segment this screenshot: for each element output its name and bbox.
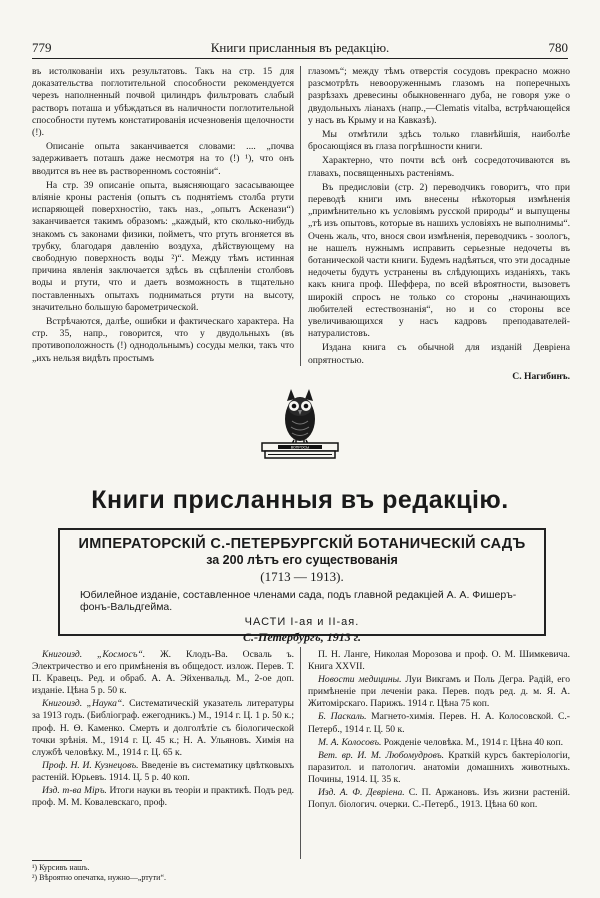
book-details: Рожденіе человѣка. М., 1914 г. Цѣна 40 коп. — [381, 736, 563, 748]
review-column-right — [308, 66, 570, 383]
book-entry — [308, 787, 570, 811]
book-details: С. П. Аржановъ. Изъ жизни растеній. Попул. біологич. очерки. С.-Петерб., 1913. Цѣна 60 коп. — [308, 787, 570, 811]
ad-years: (1713 — 1913). — [260, 569, 344, 584]
garden-advertisement — [58, 528, 546, 644]
book-details: Введеніе въ систематику цвѣтковыхъ растеній. Юрьевъ. 1914. Ц. 5 р. 40 коп. — [32, 759, 294, 783]
book-details: Ж. Клодъ-Ва. Осваль ъ. Электричество и его примѣненія въ общедост. излож. Перев. Т. П. Кравецъ. Ред. и обраб. А. А. Эйхенвальд. М., 2-ое доп. изданіе. Цѣна 5 р. 50 к. — [32, 649, 294, 697]
owl-on-books-icon — [258, 385, 342, 463]
review-paragraph: На стр. 39 описаніе опыта, выясняющаго засасывающее вліяніе кроны растенія (опытъ съ поднятіемъ столба ртути испаряющей поверхностію, такъ наз., „опытъ Аскенази“) заканчивается такимъ образомъ: „каждый, кто сколько-нибудь знакомъ съ законами физики, пойметъ, что ртуть вгоняется въ трубку, благодаря давленію воздуха, дѣйствующему на свободную поверхность воды ²)“. Между тѣмъ истинная причина явленія заключается здѣсь въ сцѣпленіи столбовъ воды и ртути, что и даетъ возможность в тщательно поставленныхъ опытахъ подниматься ртути на высоту, значительно большую барометрической. — [32, 179, 294, 313]
book-publisher: Изд. А. Ф. Девріена. — [318, 787, 405, 799]
book-details: Луи Викгамъ и Поль Дегра. Радій, его примѣненіе при леченіи рака. Перев. подъ ред. д. м. Я. А. Житомірскаго. Парижъ. 1914 г. Цѣна 75 коп. — [308, 674, 570, 710]
book-entry — [32, 649, 294, 697]
book-publisher: Б. Паскаль. — [318, 711, 367, 723]
running-title: Книги присланныя въ редакцію. — [210, 40, 390, 55]
review-paragraph: въ истолкованіи ихъ результатовъ. Такъ на стр. 15 для доказательства поглотительной способности рекомендуется черезъ наполненный почвой цилиндръ фильтровать слабый растворъ поташа и убѣждаться въ наличности поглотительной способности путемъ констатированія исчезновенія щелочности (!). — [32, 66, 294, 139]
column-divider — [300, 647, 301, 859]
book-details: П. Н. Ланге, Николая Морозова и проф. О. М. Шимкевича. Книга XXVII. — [308, 649, 570, 673]
book-publisher: Изд. т-ва Міръ. — [42, 785, 107, 797]
footnotes — [32, 863, 166, 883]
book-details: Систематическій указатель литературы за 1913 годъ. (Библіограф. ежегодникъ.) М., 1914 г. Ц. 1 р. 50 к.; проф. Н. Ѳ. Каменко. Смерть и долголѣтіе съ біологической точки зрѣнія. М., 1914 г. Ц. 45 к.; Н. А. Ульяновъ. Химія на службѣ человѣку. М., 1914 г. Ц. 65 к. — [32, 698, 294, 758]
review-paragraph: Въ предисловіи (стр. 2) переводчикъ говоритъ, что при переводѣ книги имъ внесены нѣкоторыя измѣненія „примѣнительно къ условіямъ русской природы“ и выпущены „тѣ изъ опытовъ, которые въ нашихъ условіяхъ не выполнимы“. Очень жаль, что, внося свои измѣненія, переводчикъ - зоологъ, не нашелъ нужнымъ исправить серьезные недочеты въ ботанической части книги. Будемъ надѣяться, что эти досадные недочеты будутъ устранены въ слѣдующихъ изданіяхъ, такъ какъ книга проф. Шеффера, по всей вѣроятности, вызоветъ широкій спросъ не только со стороны „начинающихъ любителей естествознанія“, но и со стороны все увеличивающихся у насъ кадровъ преподавателей-натуралистовъ. — [308, 181, 570, 340]
review-paragraph: Мы отмѣтили здѣсь только главнѣйшія, наиболѣе бросающіяся въ глаза погрѣшности книги. — [308, 129, 570, 153]
book-publisher: Новости медицины. — [318, 674, 402, 686]
ad-imprint: С.-Петербургъ, 1913 г. — [242, 630, 362, 644]
book-entry — [32, 698, 294, 758]
review-paragraph: Издана книга съ обычной для изданій Девріена опрятностью. — [308, 342, 570, 366]
book-entry — [308, 737, 570, 749]
footnote: ²) Вѣроятно опечатка, нужно—„ртути“. — [32, 873, 167, 882]
book-publisher: М. А. Колосовъ. — [318, 736, 382, 748]
book-publisher: Вет. вр. И. М. Любомудровъ. — [318, 749, 445, 761]
book-entry — [308, 711, 570, 735]
ad-description: Юбилейное изданіе, составленное членами сада, подъ главной редакціей А. А. Фишеръ-фонъ-Вальдгейма. — [80, 589, 517, 613]
section-title: Книги присланныя въ редакцію. — [91, 486, 509, 514]
book-entry — [308, 649, 570, 673]
ad-institution: ИМПЕРАТОРСКІЙ С.-ПЕТЕРБУРГСКІЙ БОТАНИЧЕСКІЙ САДЪ — [78, 536, 526, 552]
page-number-right: 780 — [548, 40, 568, 55]
book-details: Краткій курсъ бактеріологіи, паразитол. и патологич. анатоміи домашнихъ животныхъ. Почины, 1914. Ц. 35 к. — [308, 749, 570, 785]
book-entry — [308, 674, 570, 710]
book-publisher: Проф. Н. И. Кузнецовъ. — [42, 759, 139, 771]
footnote: ¹) Курсивъ нашъ. — [32, 863, 90, 872]
book-entry — [32, 785, 294, 809]
book-label: ВОПРОСЫ — [290, 445, 310, 450]
books-list-left — [32, 649, 294, 810]
ad-subtitle: за 200 лѣтъ его существованія — [206, 553, 398, 567]
page-number-left: 779 — [32, 40, 52, 55]
review-paragraph: Описаніе опыта заканчивается словами: .... „почва задерживаетъ поташъ даже несмотря на то (!) ¹), что онъ вводится въ нее въ растворенномъ состояніи“. — [32, 141, 294, 177]
book-entry — [308, 750, 570, 786]
review-column-left — [32, 66, 294, 367]
books-list-right — [308, 649, 570, 812]
book-publisher: Книгоизд. „Космосъ“. — [42, 649, 146, 660]
book-publisher: Книгоизд. „Наука“. — [42, 698, 125, 710]
review-paragraph: Встрѣчаются, далѣе, ошибки и фактическаго характера. На стр. 35, напр., говорится, что у двудольныхъ (въ противоположность (!) однодольнымъ) сосуды мелки, такъ что „ихъ нельзя видѣть простымъ — [32, 316, 294, 364]
review-paragraph: глазомъ“; между тѣмъ отверстія сосудовъ прекрасно можно разсмотрѣть невооруженнымъ глазомъ на поперечныхъ разрѣзахъ древесины обыкновеннаго дуба, не говоря уже о двудольныхъ ліанахъ (напр.,—Clematis vitalba, встрѣчающейся у насъ въ Крыму и на Кавказѣ). — [308, 66, 570, 126]
running-header — [32, 40, 568, 59]
column-divider — [300, 66, 301, 366]
book-details: Итоги науки въ теоріи и практикѣ. Подъ ред. проф. М. М. Ковалевскаго, проф. — [32, 785, 294, 809]
reviewer-signature: С. Нагибинъ. — [512, 370, 570, 382]
review-paragraph: Характерно, что почти всѣ онѣ сосредоточиваются въ главахъ, посвященныхъ растеніямъ. — [308, 155, 570, 179]
footnote-rule — [32, 860, 82, 861]
book-entry — [32, 760, 294, 784]
book-details: Магнето-химія. Перев. Н. А. Колосовской. С.-Петерб., 1914 г. Ц. 50 к. — [308, 711, 570, 735]
ad-parts: ЧАСТИ I-ая и II-ая. — [244, 616, 360, 628]
